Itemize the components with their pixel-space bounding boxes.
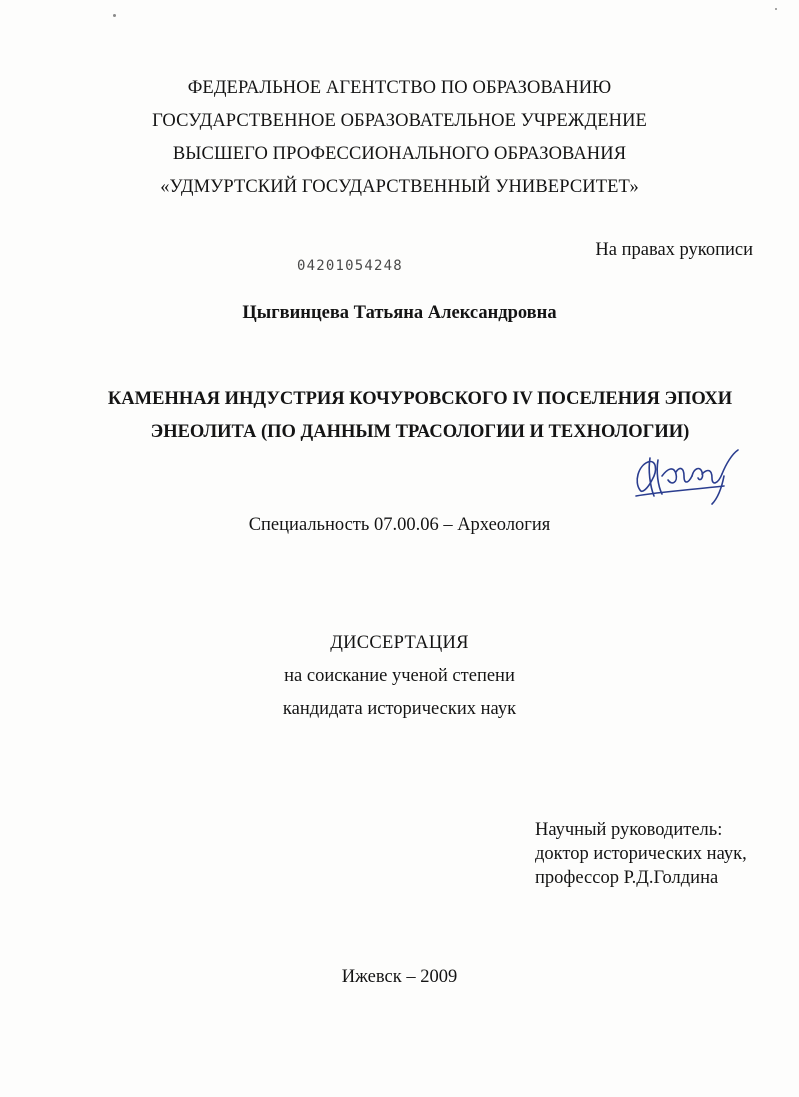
institution-line-2: ГОСУДАРСТВЕННОЕ ОБРАЗОВАТЕЛЬНОЕ УЧРЕЖДЕНИЕ (152, 111, 647, 131)
institution-header (0, 72, 799, 204)
thesis-purpose: на соискание ученой степени (284, 666, 515, 686)
scan-dust-mark (113, 14, 116, 17)
title-line-2: ЭНЕОЛИТА (ПО ДАННЫМ ТРАСОЛОГИИ И ТЕХНОЛОГИИ) (150, 422, 690, 442)
specialty-line: Специальность 07.00.06 – Археология (248, 515, 551, 535)
institution-line-1: ФЕДЕРАЛЬНОЕ АГЕНТСТВО ПО ОБРАЗОВАНИЮ (187, 78, 612, 98)
title-line-1: КАМЕННАЯ ИНДУСТРИЯ КОЧУРОВСКОГО IV ПОСЕЛЕНИЯ ЭПОХИ (107, 389, 733, 409)
institution-line-3: ВЫСШЕГО ПРОФЕССИОНАЛЬНОГО ОБРАЗОВАНИЯ (172, 144, 627, 164)
archive-stamp-number: 04201054248 (297, 258, 403, 274)
institution-line-4: «УДМУРТСКИЙ ГОСУДАРСТВЕННЫЙ УНИВЕРСИТЕТ» (160, 177, 639, 197)
author-name: Цыгвинцева Татьяна Александровна (242, 303, 557, 323)
supervisor-label: Научный руководитель: (535, 820, 723, 840)
scan-dust-mark (775, 8, 777, 10)
thesis-type: ДИССЕРТАЦИЯ (330, 633, 469, 653)
dissertation-title (40, 383, 799, 449)
handwritten-signature (628, 446, 748, 506)
thesis-degree: кандидата исторических наук (282, 699, 517, 719)
thesis-description (0, 627, 799, 726)
supervisor-name: профессор Р.Д.Голдина (535, 868, 719, 888)
place-and-year: Ижевск – 2009 (341, 967, 458, 987)
scientific-supervisor (535, 818, 747, 890)
manuscript-rights-note: На правах рукописи (595, 240, 753, 260)
supervisor-degree: доктор исторических наук, (535, 844, 747, 864)
